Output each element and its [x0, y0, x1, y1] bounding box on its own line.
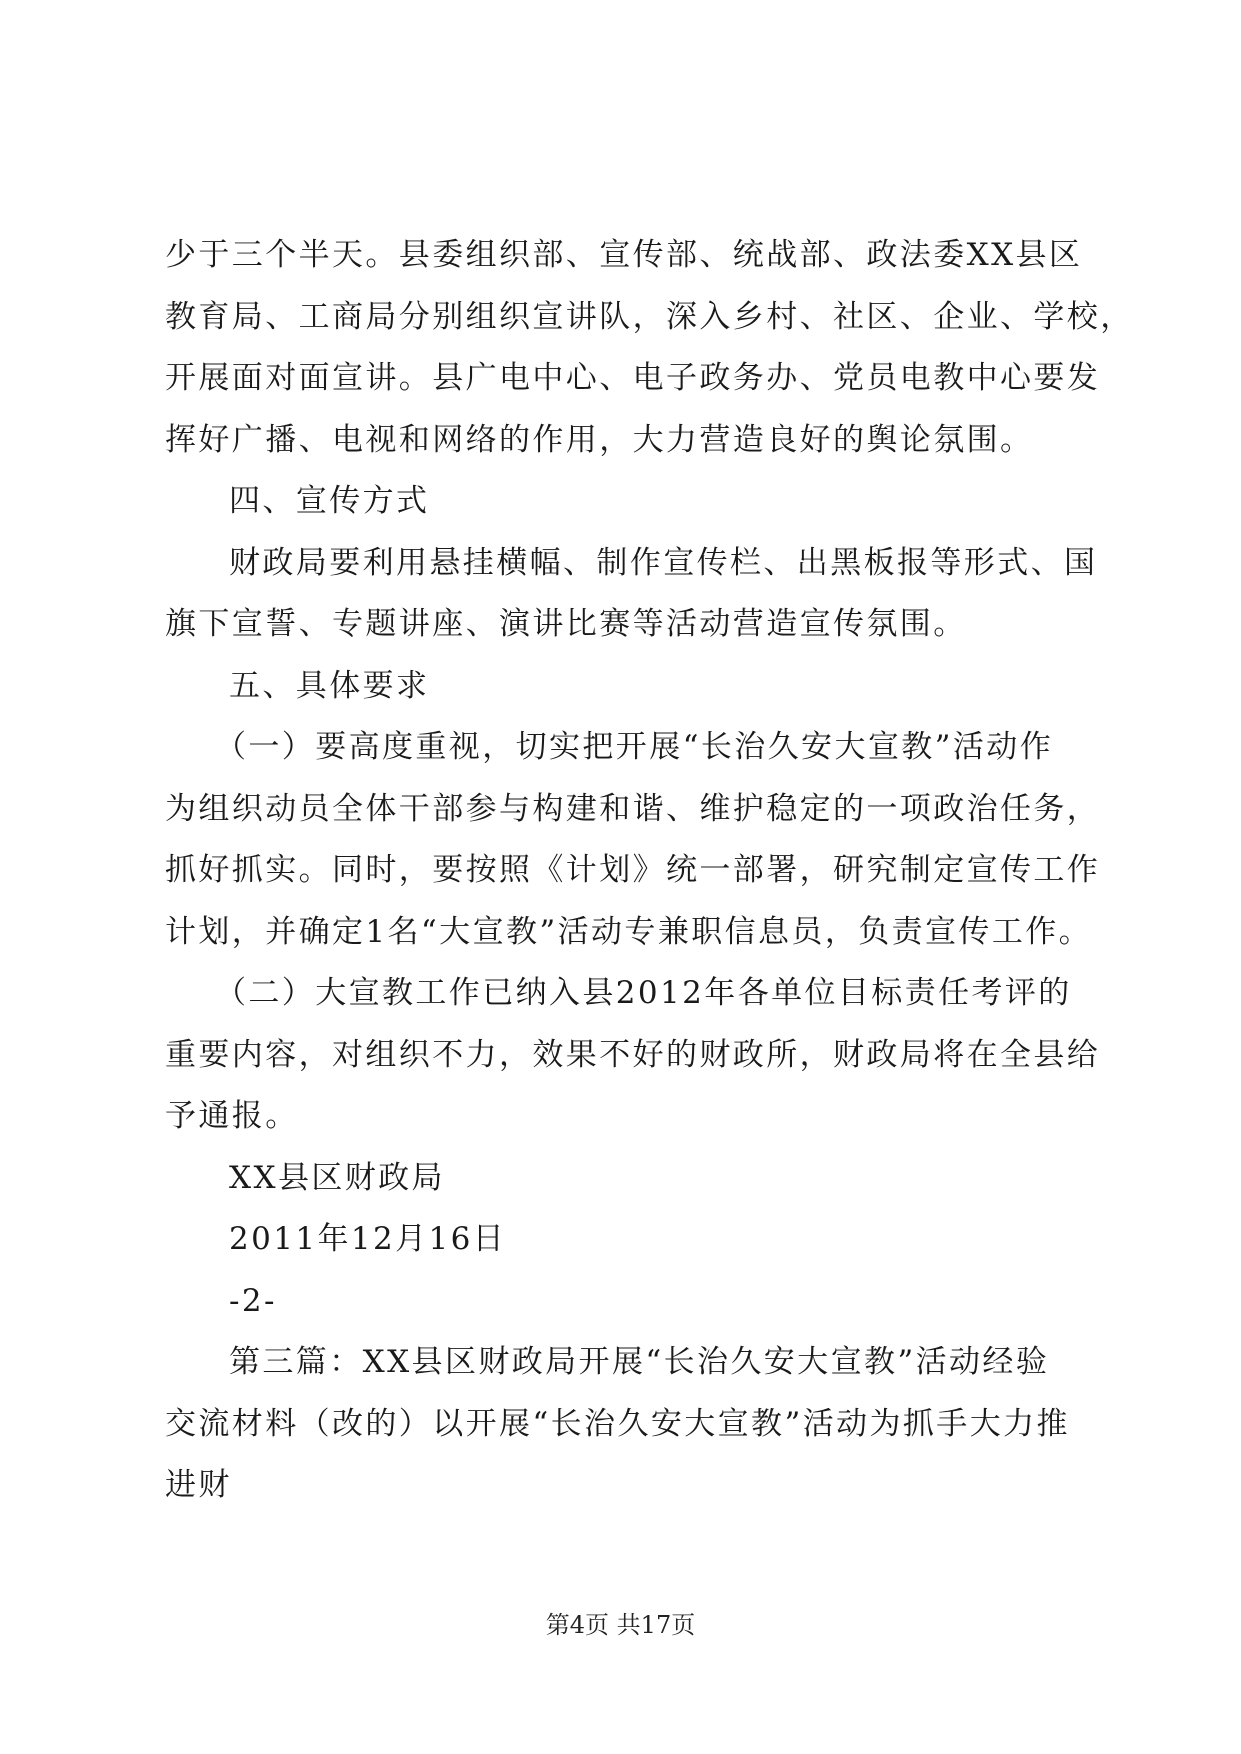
body-line: 挥好广播、电视和网络的作用，大力营造良好的舆论氛围。	[165, 421, 1034, 458]
body-line: 为组织动员全体干部参与构建和谐、维护稳定的一项政治任务，	[165, 790, 1101, 827]
document-body	[165, 225, 1134, 1517]
signature-organization: XX县区财政局	[229, 1159, 445, 1196]
body-line: 少于三个半天。县委组织部、宣传部、统战部、政法委XX县区	[165, 237, 1083, 273]
body-line: （二）大宣教工作已纳入县2012年各单位目标责任考评的	[215, 975, 1072, 1011]
page-number-label: 第4页 共17页	[545, 1611, 696, 1639]
body-line: 予通报。	[165, 1098, 299, 1134]
signature-date: 2011年12月16日	[229, 1221, 507, 1257]
inner-page-number: -2-	[229, 1282, 277, 1319]
body-line: 计划，并确定1名“大宣教”活动专兼职信息员，负责宣传工作。	[165, 913, 1093, 950]
body-line: 财政局要利用悬挂横幅、制作宣传栏、出黑板报等形式、国	[229, 544, 1098, 581]
body-line: （一）要高度重视，切实把开展“长治久安大宣教”活动作	[215, 729, 1054, 765]
body-line: 重要内容，对组织不力，效果不好的财政所，财政局将在全县给	[165, 1036, 1101, 1073]
body-line: 进财	[165, 1467, 232, 1503]
body-line: 第三篇：XX县区财政局开展“长治久安大宣教”活动经验	[229, 1344, 1050, 1380]
body-line: 抓好抓实。同时，要按照《计划》统一部署，研究制定宣传工作	[165, 852, 1101, 888]
body-line: 教育局、工商局分别组织宣讲队，深入乡村、社区、企业、学校，	[165, 298, 1134, 335]
body-line: 开展面对面宣讲。县广电中心、电子政务办、党员电教中心要发	[165, 360, 1101, 396]
page-footer	[0, 1610, 1241, 1640]
section-heading: 五、具体要求	[229, 667, 430, 704]
body-line: 旗下宣誓、专题讲座、演讲比赛等活动营造宣传氛围。	[165, 606, 967, 642]
section-heading: 四、宣传方式	[229, 483, 430, 519]
body-line: 交流材料（改的）以开展“长治久安大宣教”活动为抓手大力推	[165, 1405, 1070, 1442]
